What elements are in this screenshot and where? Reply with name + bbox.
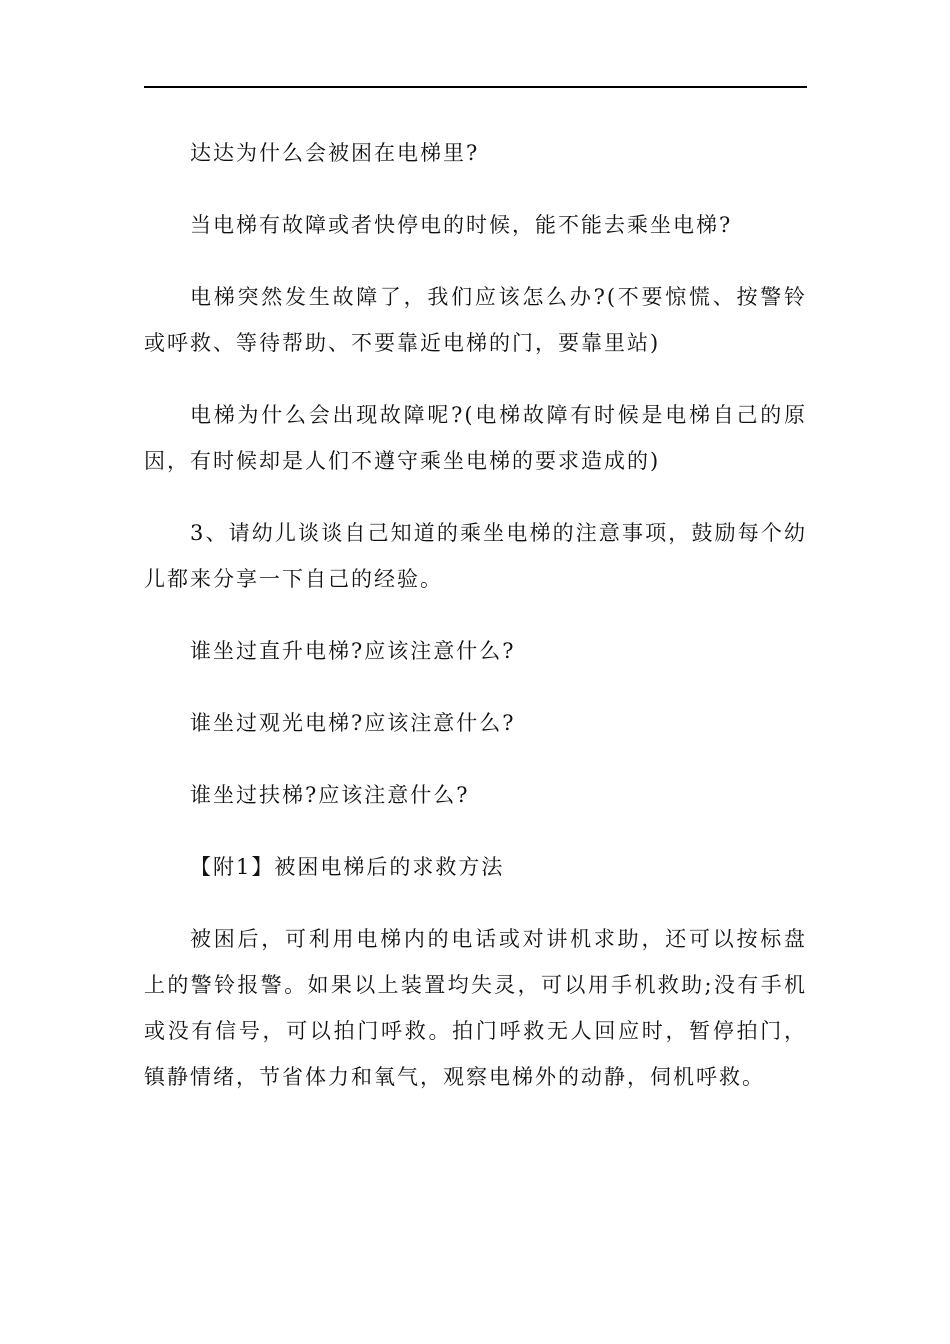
question-power-outage: 当电梯有故障或者快停电的时候，能不能去乘坐电梯? bbox=[190, 213, 733, 237]
appendix-1-heading: 【附1】被困电梯后的求救方法 bbox=[190, 855, 505, 879]
question-why-fault: 电梯为什么会出现故障呢?(电梯故障有时候是电梯自己的原因，有时候却是人们不遵守乘坐电梯的要求造成的) bbox=[144, 403, 807, 473]
question-escalator: 谁坐过扶梯?应该注意什么? bbox=[190, 783, 470, 807]
question-what-to-do: 电梯突然发生故障了，我们应该怎么办?(不要惊慌、按警铃或呼救、等待帮助、不要靠近电梯的门，要靠里站) bbox=[144, 285, 807, 355]
step-3-discussion: 3、请幼儿谈谈自己知道的乘坐电梯的注意事项，鼓励每个幼儿都来分享一下自己的经验。 bbox=[144, 521, 807, 591]
appendix-1-body: 被困后，可利用电梯内的电话或对讲机求助，还可以按标盘上的警铃报警。如果以上装置均失灵，可以用手机救助;没有手机或没有信号，可以拍门呼救。拍门呼救无人回应时，暂停拍门，镇静情绪，节省体力和氧气，观察电梯外的动静，伺机呼救。 bbox=[144, 927, 807, 1089]
question-vertical-elevator: 谁坐过直升电梯?应该注意什么? bbox=[190, 639, 516, 663]
question-trapped: 达达为什么会被困在电梯里? bbox=[190, 141, 480, 165]
question-sightseeing-elevator: 谁坐过观光电梯?应该注意什么? bbox=[190, 711, 516, 735]
document-body bbox=[144, 130, 807, 1126]
header-rule bbox=[144, 86, 807, 88]
